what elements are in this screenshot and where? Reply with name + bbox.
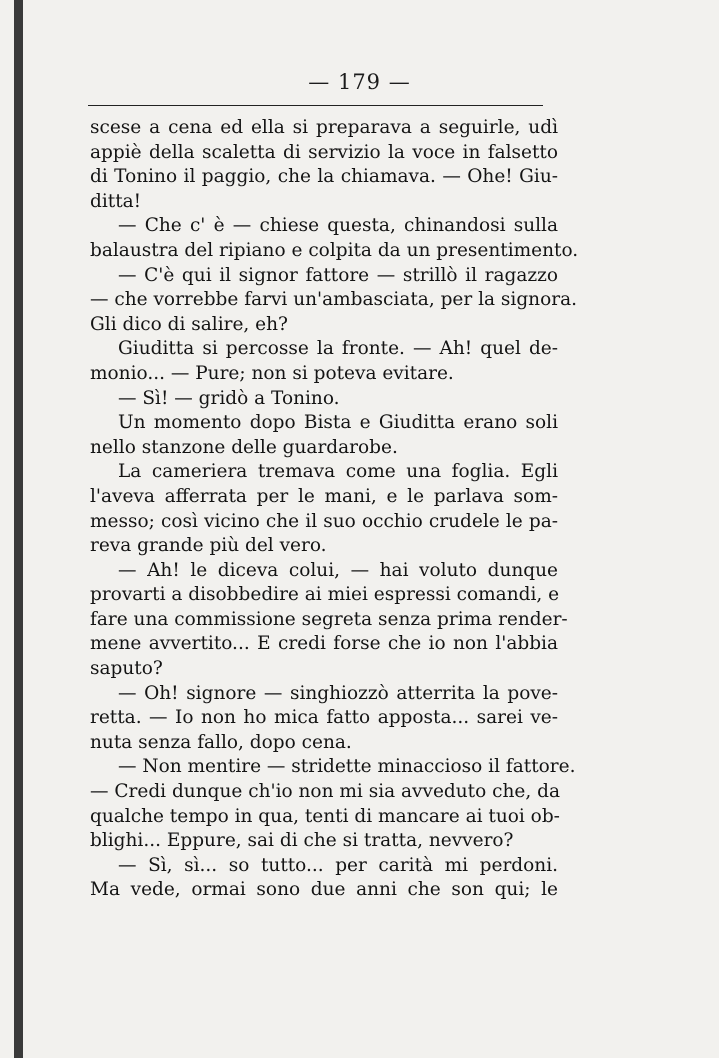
text-line: — Oh! signore — singhiozzò atterrita la pove- (118, 682, 558, 704)
header-rule (88, 105, 543, 106)
text-line: nello stanzone delle guardarobe. (90, 436, 398, 458)
text-line: saputo? (90, 658, 163, 680)
text-line: appiè della scaletta di servizio la voce in falsetto (90, 141, 558, 163)
page-number: — 179 — (308, 70, 411, 94)
text-line: — che vorrebbe farvi un'ambasciata, per la signora. (90, 289, 577, 311)
text-line: provarti a disobbedire ai miei espressi comandi, e (90, 584, 560, 606)
text-line: reva grande più del vero. (90, 535, 327, 557)
text-line: mene avvertito... E credi forse che io non l'abbia (90, 633, 558, 655)
text-line: nuta senza fallo, dopo cena. (90, 731, 352, 753)
text-line: di Tonino il paggio, che la chiamava. — Ohe! Giu- (90, 166, 558, 188)
text-line: La cameriera tremava come una foglia. Egli (118, 461, 558, 483)
text-line: — Sì, sì... so tutto... per carità mi perdoni. (118, 854, 558, 876)
body-text (90, 116, 579, 903)
text-line: retta. — Io non ho mica fatto apposta... sarei ve- (90, 707, 558, 729)
text-line: monio... — Pure; non si poteva evitare. (90, 362, 454, 384)
text-line: Giuditta si percosse la fronte. — Ah! quel de- (118, 338, 558, 360)
text-line: — Credi dunque ch'io non mi sia avveduto che, da (90, 781, 560, 803)
text-line: qualche tempo in qua, tenti di mancare ai tuoi ob- (90, 805, 560, 827)
text-line: Gli dico di salire, eh? (90, 313, 288, 335)
text-line: messo; così vicino che il suo occhio crudele le pa- (90, 510, 558, 532)
text-line: balaustra del ripiano e colpita da un presentimento. (90, 239, 579, 261)
text-line: — Non mentire — stridette minaccioso il fattore. (118, 756, 576, 778)
text-line: — Ah! le diceva colui, — hai voluto dunque (118, 559, 558, 581)
text-line: Un momento dopo Bista e Giuditta erano soli (118, 412, 558, 434)
text-line: — Che c' è — chiese questa, chinandosi sulla (118, 215, 558, 237)
text-line: ditta! (90, 190, 142, 212)
text-line: — Sì! — gridò a Tonino. (118, 387, 340, 409)
page-binding-edge (14, 0, 23, 1058)
text-line: fare una commissione segreta senza prima render- (90, 608, 568, 630)
text-line: scese a cena ed ella si preparava a seguirle, udì (90, 117, 558, 138)
text-line: Ma vede, ormai sono due anni che son qui; le (90, 879, 558, 901)
text-line: blighi... Eppure, sai di che si tratta, nevvero? (90, 830, 514, 852)
text-line: — C'è qui il signor fattore — strillò il ragazzo (118, 264, 558, 286)
text-line: l'aveva afferrata per le mani, e le parlava som- (90, 485, 558, 507)
